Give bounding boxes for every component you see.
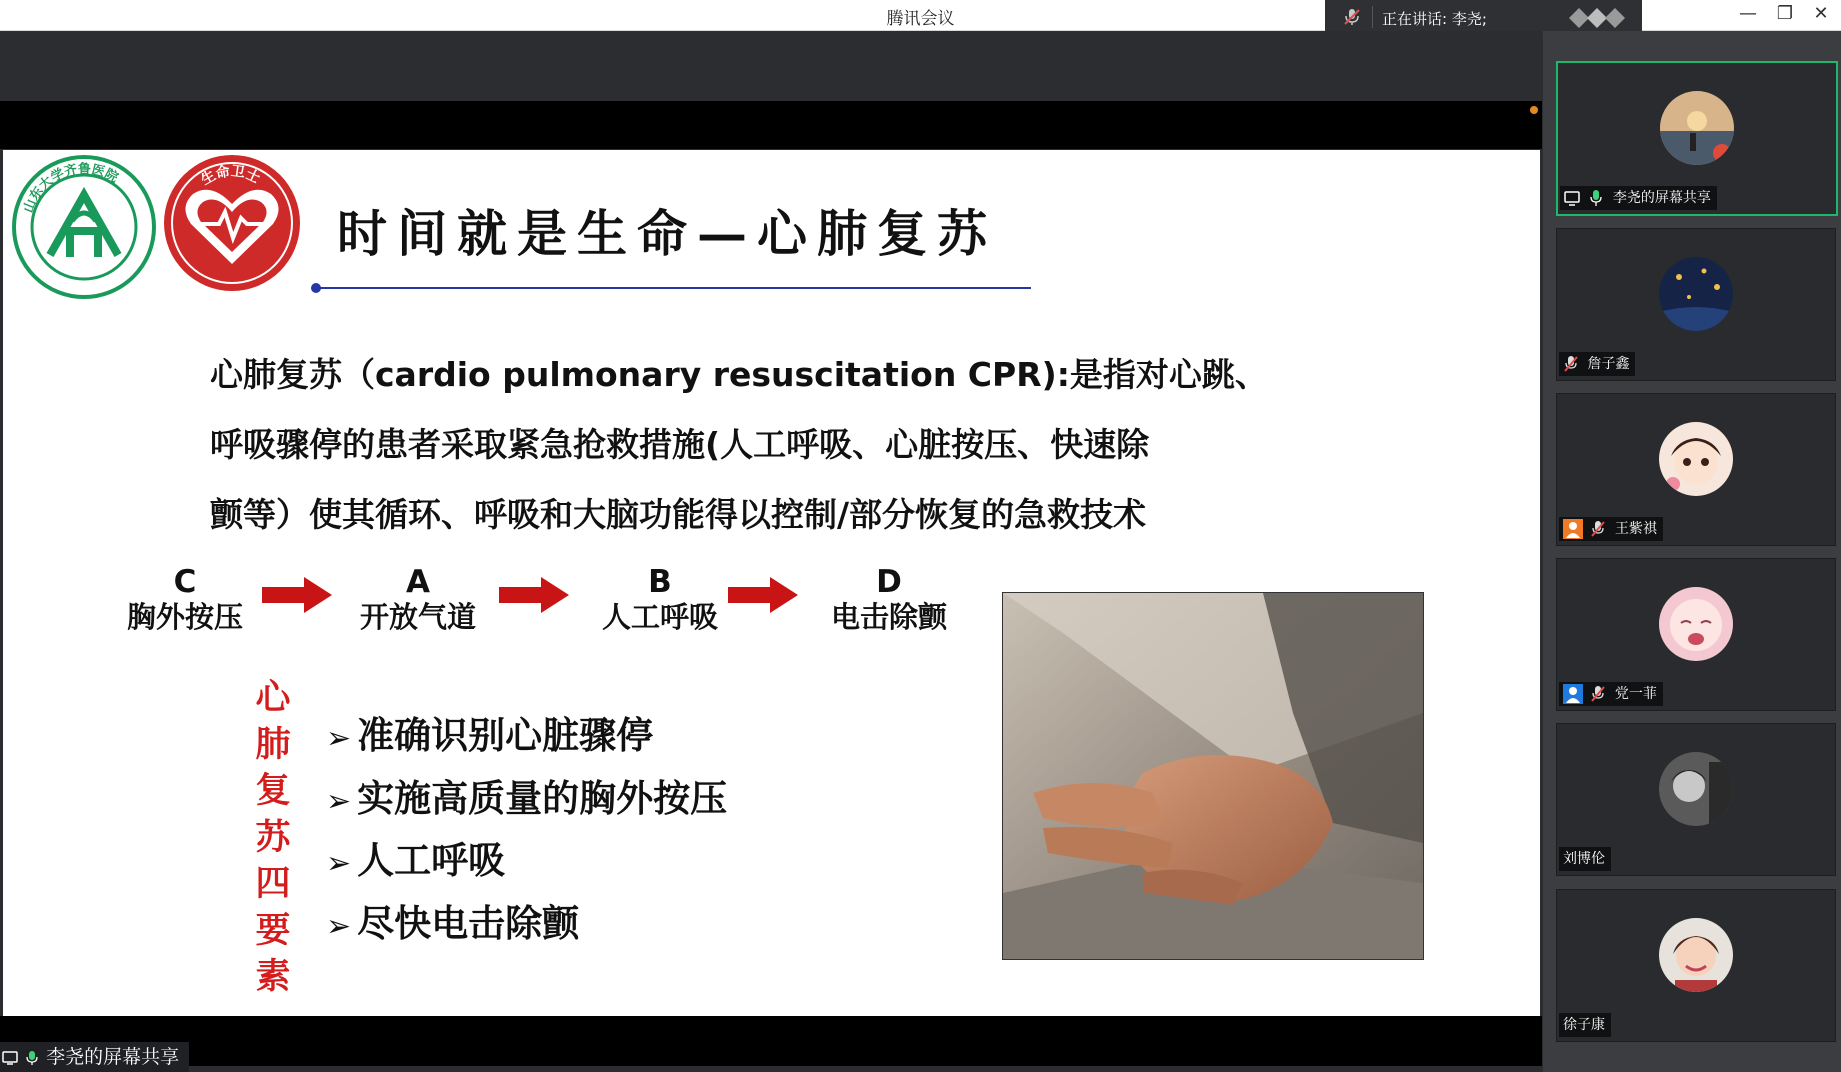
mic-muted-icon <box>1343 8 1361 26</box>
arrow-right-icon <box>260 575 334 615</box>
participant-nametag <box>1559 517 1663 541</box>
hospital-logo <box>12 155 157 300</box>
participant-name: 王紫祺 <box>1614 521 1657 537</box>
screen-share-badge <box>0 1042 189 1072</box>
avatar <box>1659 752 1733 826</box>
step-letter: C <box>173 564 197 600</box>
mic-muted-icon <box>1590 685 1606 703</box>
arrow-right-icon <box>497 575 571 615</box>
speaking-text <box>1382 8 1487 29</box>
vertical-char: 心 <box>255 678 291 718</box>
letterbox-top <box>0 101 1542 149</box>
vertical-char: 四 <box>255 864 291 904</box>
screen-share-icon <box>1564 189 1580 207</box>
step-letter: B <box>648 564 672 600</box>
participant-tile[interactable] <box>1556 61 1838 216</box>
title-underline <box>316 287 1031 289</box>
arrow-right-icon <box>726 575 800 615</box>
list-item-text: 尽快电击除颤 <box>357 901 580 945</box>
vertical-char: 素 <box>255 957 291 997</box>
mic-icon <box>1588 189 1604 207</box>
avatar <box>1659 918 1733 992</box>
participant-nametag <box>1559 682 1663 706</box>
mic-muted-icon <box>1563 355 1579 373</box>
mic-muted-icon <box>1590 520 1606 538</box>
participant-name: 詹子鑫 <box>1587 356 1630 372</box>
participant-tile[interactable] <box>1556 393 1836 546</box>
participant-nametag <box>1559 352 1635 376</box>
vertical-char: 要 <box>255 910 291 951</box>
avatar <box>1660 91 1734 165</box>
speaker-avatar-icon <box>1565 6 1635 30</box>
participants-panel <box>1543 31 1841 1072</box>
avatar <box>1659 587 1733 661</box>
list-item <box>326 768 727 831</box>
list-item-text: 实施高质量的胸外按压 <box>357 776 728 820</box>
svg-text:山东大学齐鲁医院: 山东大学齐鲁医院 <box>21 161 121 215</box>
step-desc: 电击除颤 <box>830 600 947 634</box>
participant-name: 李尧的屏幕共享 <box>1612 190 1711 206</box>
list-item <box>326 830 727 893</box>
minimize-button[interactable]: — <box>1739 3 1757 24</box>
definition-line: 呼吸骤停的患者采取紧急抢救措施(人工呼吸、心脏按压、快速除 <box>210 425 1150 464</box>
app-title: 腾讯会议 <box>886 9 955 29</box>
participant-name: 党一菲 <box>1614 686 1657 702</box>
speaking-name: 李尧; <box>1451 10 1487 28</box>
screen-share-area <box>0 31 1542 1072</box>
screen-share-icon <box>2 1050 18 1066</box>
step-letter: D <box>876 564 902 600</box>
arrow-bullet-icon: ➢ <box>326 908 352 944</box>
cpr-hands-photo <box>1002 592 1424 960</box>
participant-nametag <box>1559 1013 1611 1037</box>
step-c <box>115 564 255 634</box>
four-elements-list <box>326 705 727 955</box>
share-badge-label: 李尧的屏幕共享 <box>46 1046 180 1068</box>
step-a <box>348 564 488 634</box>
user-icon <box>1563 684 1583 704</box>
participant-nametag <box>1560 186 1717 210</box>
list-item-text: 准确识别心脏骤停 <box>357 714 654 757</box>
participant-name: 徐子康 <box>1563 1017 1605 1033</box>
arrow-bullet-icon: ➢ <box>326 846 352 881</box>
presentation-slide <box>3 150 1540 1016</box>
step-desc: 人工呼吸 <box>601 600 718 634</box>
step-d <box>819 564 959 634</box>
list-item-text: 人工呼吸 <box>357 839 506 882</box>
speaking-label: 正在讲话: <box>1382 10 1448 28</box>
participant-tile[interactable] <box>1556 889 1836 1042</box>
divider <box>1372 6 1373 28</box>
list-item <box>326 893 727 956</box>
cpr-definition <box>210 340 1350 550</box>
step-desc: 胸外按压 <box>126 600 243 634</box>
life-guard-logo <box>161 152 303 294</box>
slide-title: 时间就是生命—心肺复苏 <box>337 204 997 263</box>
mic-icon <box>24 1050 40 1066</box>
step-desc: 开放气道 <box>359 600 476 634</box>
letterbox-bottom <box>0 1016 1542 1066</box>
user-icon <box>1563 519 1583 539</box>
participant-name: 刘博伦 <box>1563 851 1605 867</box>
recording-dot <box>1530 106 1538 114</box>
list-item <box>326 705 727 768</box>
participant-tile[interactable] <box>1556 228 1836 381</box>
step-b <box>590 564 730 634</box>
participant-tile[interactable] <box>1556 723 1836 876</box>
vertical-char: 苏 <box>255 817 291 858</box>
vertical-char: 复 <box>255 771 291 811</box>
step-letter: A <box>406 564 430 600</box>
svg-text:生命卫士: 生命卫士 <box>198 163 263 189</box>
close-button[interactable]: ✕ <box>1813 3 1829 24</box>
arrow-bullet-icon: ➢ <box>326 721 352 756</box>
definition-line: 心肺复苏（cardio pulmonary resuscitation CPR):是指对心跳、 <box>210 355 1268 394</box>
arrow-bullet-icon: ➢ <box>326 783 352 819</box>
avatar <box>1659 257 1733 331</box>
definition-line: 颤等）使其循环、呼吸和大脑功能得以控制/部分恢复的急救技术 <box>210 495 1147 534</box>
four-elements-label <box>248 675 298 1001</box>
vertical-char: 肺 <box>255 724 291 765</box>
restore-button[interactable]: ❐ <box>1776 3 1794 24</box>
participant-tile[interactable] <box>1556 558 1836 711</box>
avatar <box>1659 422 1733 496</box>
participant-nametag <box>1559 847 1611 871</box>
